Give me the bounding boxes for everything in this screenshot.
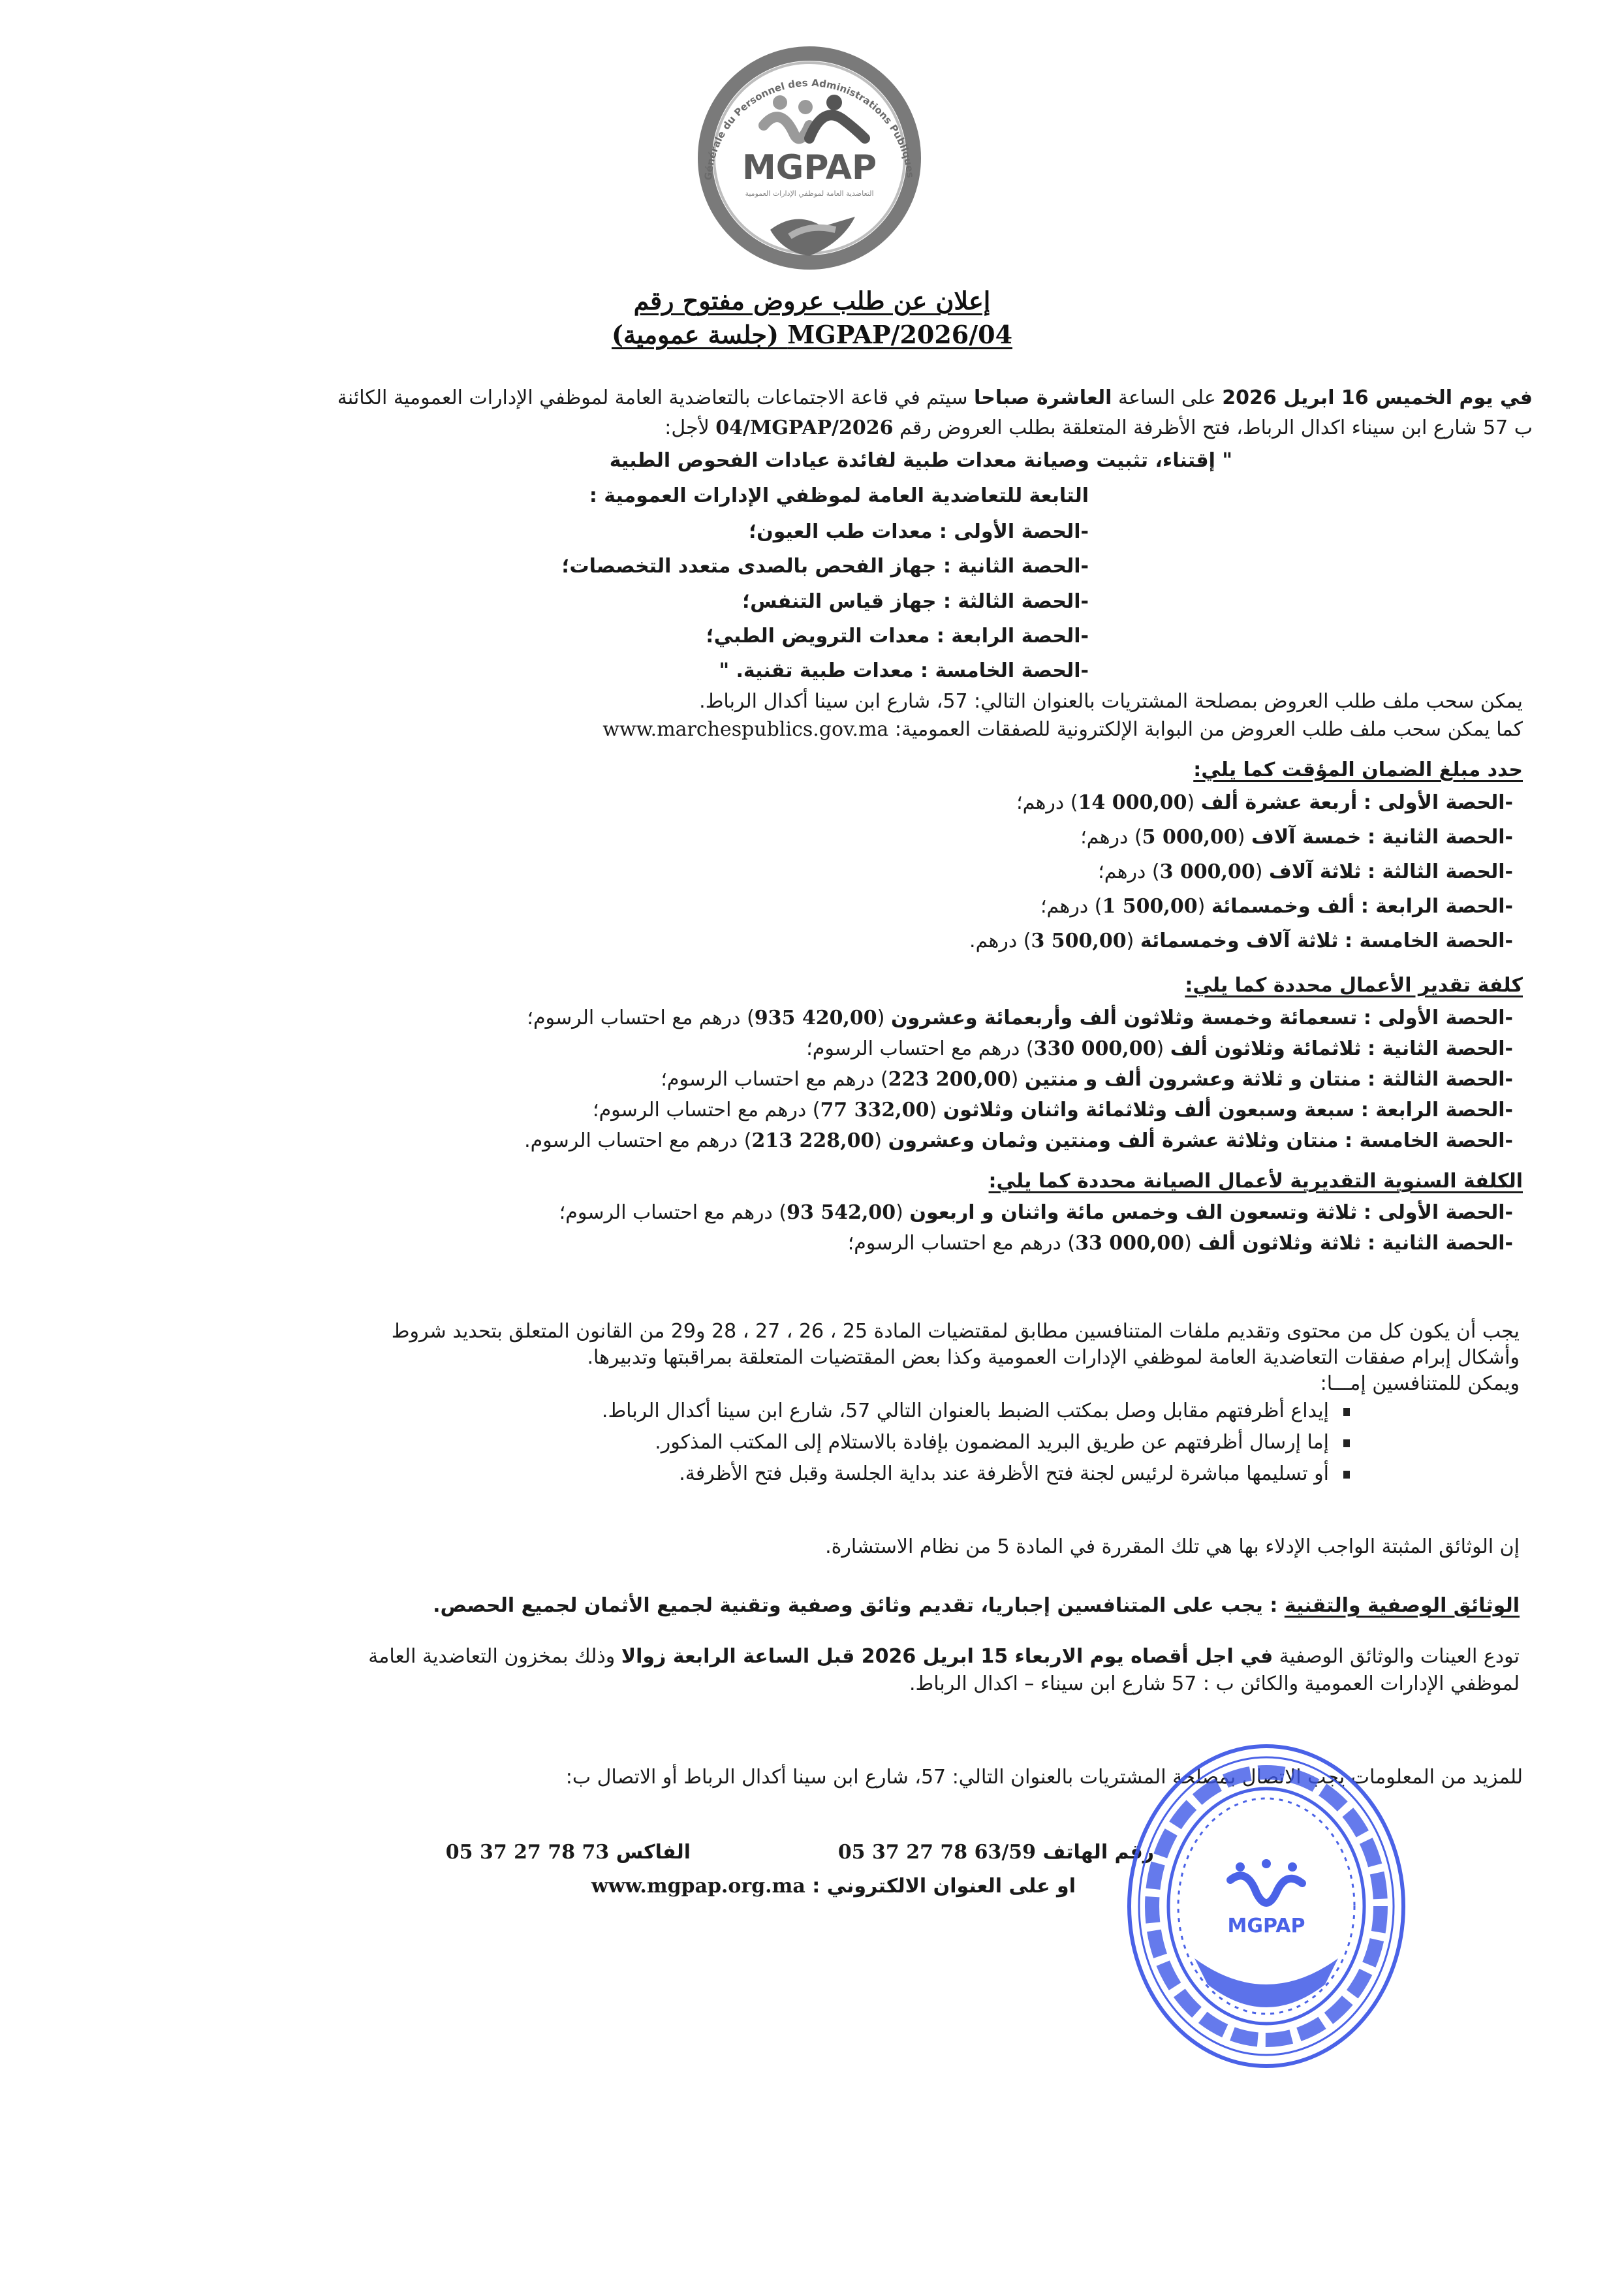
bullet-square-icon (1343, 1471, 1350, 1479)
samples-deadline: في اجل أقصاه يوم الاربعاء 15 ابريل 2026 قبل الساعة الرابعة زوالا (621, 1645, 1273, 1668)
amount-words: أربعة عشرة ألف (1200, 791, 1358, 814)
object-lot-5: -الحصة الخامسة : معدات طبية تقنية. " (719, 659, 1089, 682)
samples-text: وذلك بمخزون التعاضدية العامة (368, 1645, 621, 1668)
amount-value: 33 000,00 (1075, 1232, 1185, 1255)
samples-text: تودع العينات والوثائق الوصفية (1273, 1645, 1520, 1668)
requirements-line-3: ويمكن للمتنافسين إمـــا: (1320, 1372, 1520, 1395)
lot-label: -الحصة الثانية : (1367, 1037, 1513, 1060)
technical-docs-label: الوثائق الوصفية والتقنية (1284, 1594, 1520, 1617)
technical-docs-text: : يجب على المتنافسين إجباريا، تقديم وثائق وصفية وتقنية لجميع الأثمان لجميع الحصص. (433, 1594, 1285, 1617)
samples-line-1 (368, 1644, 1520, 1670)
guarantee-heading: حدد مبلغ الضمان المؤقت كما يلي: (1193, 759, 1523, 781)
samples-line-2: لموظفي الإدارات العمومية والكائن ب : 57 شارع ابن سيناء – اكدال الرباط. (909, 1672, 1520, 1695)
amount-words: خمسة آلاف (1251, 826, 1362, 849)
amount-suffix: درهم مع احتساب الرسوم؛ (661, 1068, 875, 1091)
amount-words: ثلاثة آلاف (1269, 860, 1362, 883)
intro-line-2 (664, 415, 1533, 441)
amount-row: -الحصة الخامسة : منتان وثلاثة عشرة ألف ومنتين وثمان وعشرون (213 228,00) درهم مع احتساب الرسوم. (524, 1129, 1513, 1152)
amount-words: تسعمائة وخمسة وثلاثون ألف وأربعمائة وعشرون (890, 1007, 1358, 1029)
amount-suffix: درهم مع احتساب الرسوم؛ (527, 1007, 741, 1029)
intro-text: لأجل: (664, 416, 716, 439)
reference-number: 04/MGPAP/2026 (787, 320, 1013, 349)
amount-value: 3 500,00 (1031, 930, 1127, 952)
amount-words: ثلاثمائة وثلاثون ألف (1170, 1037, 1362, 1060)
amount-value: 77 332,00 (820, 1099, 929, 1121)
amount-words: منتان وثلاثة عشرة ألف ومنتين وثمان وعشرون (888, 1129, 1339, 1152)
session-type: (جلسة عمومية) (611, 320, 779, 349)
amount-words: منتان و ثلاثة وعشرون ألف و منتين (1024, 1068, 1362, 1091)
amount-suffix: درهم. (969, 930, 1018, 952)
fax-number: 05 37 27 78 73 (445, 1841, 610, 1864)
submission-option-1 (602, 1398, 1350, 1424)
object-line-2: التابعة للتعاضدية العامة لموظفي الإدارات العمومية : (589, 484, 1089, 507)
withdrawal-line-2 (602, 717, 1523, 743)
lot-label: -الحصة الأولى : (1363, 791, 1513, 814)
amount-value: 93 542,00 (787, 1201, 896, 1224)
maintenance-heading: الكلفة السنوية التقديرية لأعمال الصيانة محددة كما يلي: (988, 1170, 1523, 1193)
amount-row: -الحصة الثانية : ثلاثمائة وثلاثون ألف (330 000,00) درهم مع احتساب الرسوم؛ (806, 1037, 1513, 1060)
stamp-seal-icon (1116, 1736, 1416, 2076)
bullet-text: إيداع أظرفتهم مقابل وصل بمكتب الضبط بالعنوان التالي 57، شارع ابن سينا أكدال الرباط. (601, 1400, 1329, 1422)
amount-words: ثلاثة وتسعون الف وخمس مائة واثنان و اربعون (909, 1201, 1358, 1224)
mgpap-website-link[interactable]: www.mgpap.org.ma (591, 1875, 805, 1898)
lot-label: -الحصة الخامسة : (1345, 930, 1513, 952)
amount-value: 5 000,00 (1142, 826, 1238, 849)
lot-label: -الحصة الثالثة : (1367, 1068, 1513, 1091)
amount-words: ثلاثة آلاف وخمسمائة (1140, 930, 1339, 952)
technical-docs-line (433, 1593, 1520, 1619)
withdrawal-line-1: يمكن سحب ملف طلب العروض بمصلحة المشتريات بالعنوان التالي: 57، شارع ابن سينا أكدال الرباط. (699, 690, 1523, 713)
mgpap-logo (659, 40, 960, 275)
marchespublics-link[interactable]: www.marchespublics.gov.ma (602, 718, 889, 741)
amount-row: -الحصة الأولى : تسعمائة وخمسة وثلاثون ألف وأربعمائة وعشرون (935 420,00) درهم مع احتساب الرسوم؛ (527, 1007, 1513, 1029)
opening-date: في يوم الخميس 16 ابريل 2026 (1222, 386, 1533, 409)
intro-text: ب 57 شارع ابن سيناء اكدال الرباط، فتح الأظرفة المتعلقة بطلب العروض رقم (893, 416, 1533, 439)
amount-words: ألف وخمسمائة (1211, 895, 1355, 918)
phone-number[interactable]: 05 37 27 78 63/59 (837, 1841, 1037, 1864)
intro-text: سيتم في قاعة الاجتماعات بالتعاضدية العامة لموظفي الإدارات العمومية الكائنة (337, 386, 975, 409)
amount-value: 14 000,00 (1078, 791, 1187, 814)
website-label: او على العنوان الالكتروني : (812, 1875, 1076, 1898)
amount-row: -الحصة الأولى : ثلاثة وتسعون الف وخمس مائة واثنان و اربعون (93 542,00) درهم مع احتساب الرسوم؛ (559, 1201, 1513, 1224)
amount-value: 1 500,00 (1102, 895, 1198, 918)
lot-label: -الحصة الثانية : (1367, 826, 1513, 849)
lot-label: -الحصة الرابعة : (1360, 1099, 1513, 1121)
amount-row: -الحصة الرابعة : سبعة وسبعون ألف وثلاثمائة واثنان وثلاثون (77 332,00) درهم مع احتساب الرسوم؛ (593, 1099, 1513, 1121)
amount-suffix: درهم؛ (1016, 791, 1065, 814)
object-line-1: " إقتناء، تثبيت وصيانة معدات طبية لفائدة عيادات الفحوص الطبية (609, 449, 1232, 472)
lot-label: -الحصة الرابعة : (1360, 895, 1513, 918)
amount-suffix: درهم؛ (1098, 860, 1146, 883)
intro-text: على الساعة (1112, 386, 1223, 409)
estimate-heading: كلفة تقدير الأعمال محددة كما يلي: (1185, 974, 1523, 997)
opening-time: العاشرة صباحا (974, 386, 1112, 409)
object-lot-4: -الحصة الرابعة : معدات الترويض الطبي؛ (706, 625, 1089, 648)
amount-suffix: درهم مع احتساب الرسوم. (524, 1129, 738, 1152)
submission-option-2 (655, 1430, 1350, 1456)
svg-text:MGPAP: MGPAP (1227, 1915, 1305, 1937)
announcement-title: إعلان عن طلب عروض مفتوح رقم (633, 286, 991, 315)
withdrawal-text: كما يمكن سحب ملف طلب العروض من البوابة الإلكترونية للصفقات العمومية: (888, 718, 1523, 741)
amount-words: سبعة وسبعون ألف وثلاثمائة واثنان وثلاثون (943, 1099, 1355, 1121)
phone-label: رقم الهاتف (1042, 1841, 1154, 1864)
amount-suffix: درهم مع احتساب الرسوم؛ (847, 1232, 1061, 1255)
object-lot-1: -الحصة الأولى : معدات طب العيون؛ (749, 520, 1089, 543)
object-lot-2: -الحصة الثانية : جهاز الفحص بالصدى متعدد التخصصات؛ (561, 555, 1089, 578)
amount-words: ثلاثة وثلاثون ألف (1198, 1232, 1362, 1255)
contact-line: للمزيد من المعلومات يجب الاتصال بمصلحة المشتريات بالعنوان التالي: 57، شارع ابن سينا أكدال الرباط أو الاتصال ب: (565, 1766, 1523, 1789)
website-line (591, 1873, 1076, 1900)
official-stamp (1116, 1736, 1416, 2076)
amount-value: 330 000,00 (1033, 1037, 1157, 1060)
intro-line-1 (337, 385, 1533, 411)
bullet-square-icon (1343, 1439, 1350, 1447)
amount-suffix: درهم؛ (1040, 895, 1089, 918)
amount-suffix: درهم مع احتساب الرسوم؛ (559, 1201, 773, 1224)
amount-row: -الحصة الثانية : خمسة آلاف (5 000,00) درهم؛ (1080, 826, 1513, 849)
announcement-reference (0, 320, 1624, 349)
amount-value: 935 420,00 (754, 1007, 877, 1029)
tender-reference: 04/MGPAP/2026 (715, 416, 894, 439)
amount-row: -الحصة الثالثة : منتان و ثلاثة وعشرون ألف و منتين (223 200,00) درهم مع احتساب الرسوم؛ (661, 1068, 1513, 1091)
svg-text:Mutuelle Générale du Personnel: Générale du Personnel des Administrations Publiques (702, 76, 916, 181)
fax-label: الفاكس (616, 1841, 691, 1864)
amount-suffix: درهم مع احتساب الرسوم؛ (806, 1037, 1020, 1060)
object-lot-3: -الحصة الثالثة : جهاز قياس التنفس؛ (742, 590, 1089, 613)
submission-option-3 (679, 1461, 1350, 1487)
amount-row: -الحصة الرابعة : ألف وخمسمائة (1 500,00) درهم؛ (1040, 895, 1513, 918)
amount-row: -الحصة الخامسة : ثلاثة آلاف وخمسمائة (3 500,00) درهم. (969, 930, 1513, 952)
lot-label: -الحصة الأولى : (1363, 1201, 1513, 1224)
logo-emblem-icon (659, 40, 960, 275)
phone-line (838, 1840, 1154, 1866)
requirements-line-1: يجب أن يكون كل من محتوى وتقديم ملفات المتنافسين مطابق لمقتضيات المادة 25 ، 26 ، 27 ، 28 و29 من القانون المتعلق بتحديد شروط (391, 1320, 1520, 1343)
fax-line (446, 1840, 691, 1866)
svg-text:التعاضدية العامة لموظفي الإدار: التعاضدية العامة لموظفي الإدارات العمومية (745, 189, 874, 198)
svg-text:MGPAP: MGPAP (742, 148, 877, 187)
supporting-docs-text: إن الوثائق المثبتة الواجب الإدلاء بها هي تلك المقررة في المادة 5 من نظام الاستشارة. (825, 1535, 1520, 1558)
amount-value: 213 228,00 (751, 1129, 875, 1152)
lot-label: -الحصة الأولى : (1363, 1007, 1513, 1029)
bullet-text: إما إرسال أظرفتهم عن طريق البريد المضمون بإفادة بالاستلام إلى المكتب المذكور. (655, 1431, 1329, 1454)
lot-label: -الحصة الثالثة : (1367, 860, 1513, 883)
bullet-square-icon (1343, 1408, 1350, 1416)
amount-row: -الحصة الثانية : ثلاثة وثلاثون ألف (33 000,00) درهم مع احتساب الرسوم؛ (847, 1232, 1513, 1255)
lot-label: -الحصة الثانية : (1367, 1232, 1513, 1255)
amount-suffix: درهم؛ (1080, 826, 1129, 849)
requirements-line-2: وأشكال إبرام صفقات التعاضدية العامة لموظفي الإدارات العمومية وكذا بعض المقتضيات المتعلقة بمراقبتها وتدبيرها. (587, 1346, 1520, 1369)
lot-label: -الحصة الخامسة : (1345, 1129, 1513, 1152)
amount-suffix: درهم مع احتساب الرسوم؛ (593, 1099, 807, 1121)
amount-row: -الحصة الثالثة : ثلاثة آلاف (3 000,00) درهم؛ (1098, 860, 1513, 883)
amount-value: 3 000,00 (1159, 860, 1255, 883)
amount-row: -الحصة الأولى : أربعة عشرة ألف (14 000,00) درهم؛ (1016, 791, 1513, 814)
bullet-text: أو تسليمها مباشرة لرئيس لجنة فتح الأظرفة عند بداية الجلسة وقبل فتح الأظرفة. (679, 1462, 1329, 1485)
amount-value: 223 200,00 (888, 1068, 1011, 1091)
